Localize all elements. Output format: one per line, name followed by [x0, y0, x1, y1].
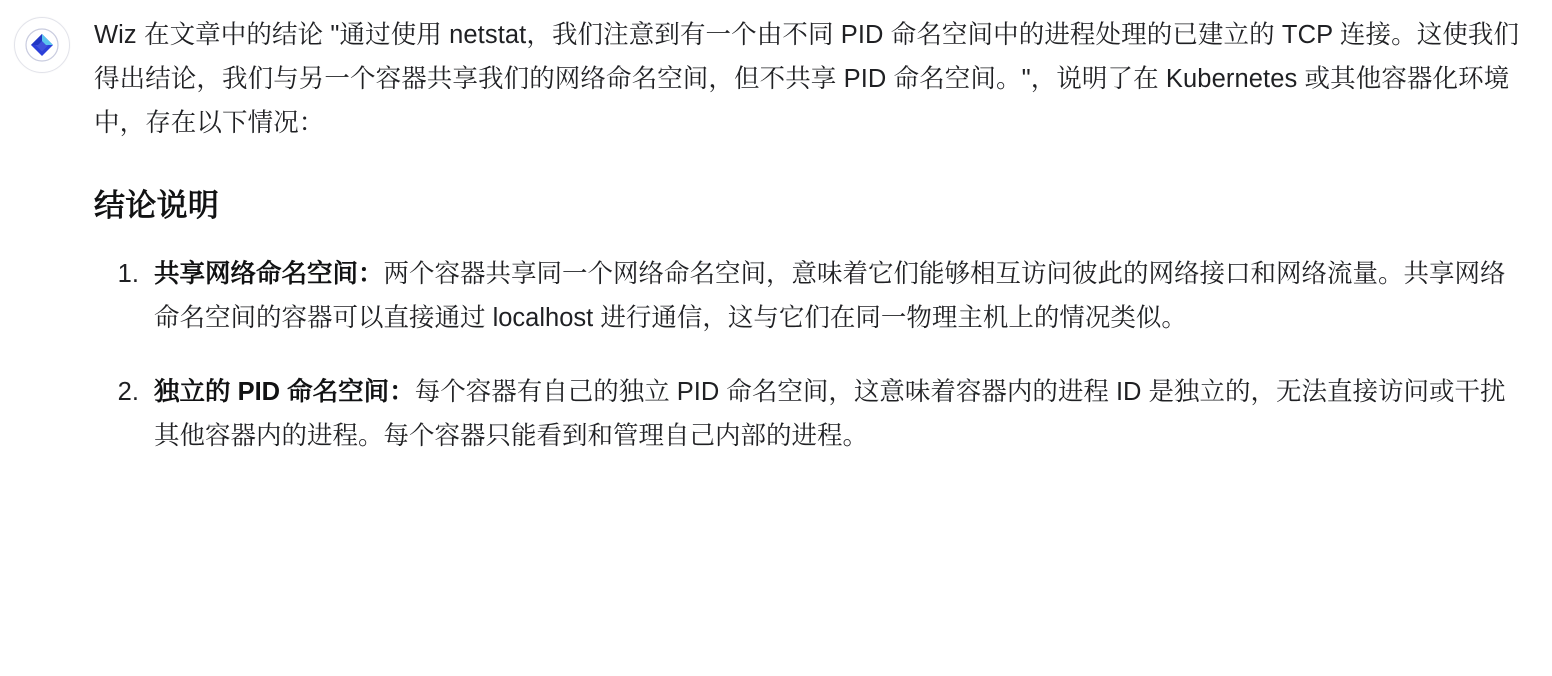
list-item [146, 253, 1530, 341]
list-item-separator: ： [358, 259, 384, 288]
list-item-separator: ： [389, 377, 415, 406]
list-item-term: 共享网络命名空间 [154, 259, 359, 288]
intro-paragraph: Wiz 在文章中的结论 "通过使用 netstat，我们注意到有一个由不同 PID 命名空间中的进程处理的已建立的 TCP 连接。这使我们得出结论，我们与另一个容器共享我们的网络命名空间，但不共享 PID 命名空间。"，说明了在 Kubernetes 或其他容器化环境中，存在以下情况： [94, 21, 1520, 137]
assistant-diamond-icon [25, 28, 59, 62]
avatar [14, 17, 70, 73]
list-item-body: 两个容器共享同一个网络命名空间，意味着它们能够相互访问彼此的网络接口和网络流量。共享网络命名空间的容器可以直接通过 localhost 进行通信，这与它们在同一物理主机上的情况类似。 [154, 259, 1506, 332]
list-item [146, 371, 1530, 459]
conclusion-list [94, 253, 1530, 458]
list-item-body: 每个容器有自己的独立 PID 命名空间，这意味着容器内的进程 ID 是独立的，无法直接访问或干扰其他容器内的进程。每个容器只能看到和管理自己内部的进程。 [154, 377, 1506, 450]
section-heading: 结论说明 [94, 187, 220, 223]
message-content [70, 14, 1530, 488]
list-item-term: 独立的 PID 命名空间 [154, 377, 390, 406]
